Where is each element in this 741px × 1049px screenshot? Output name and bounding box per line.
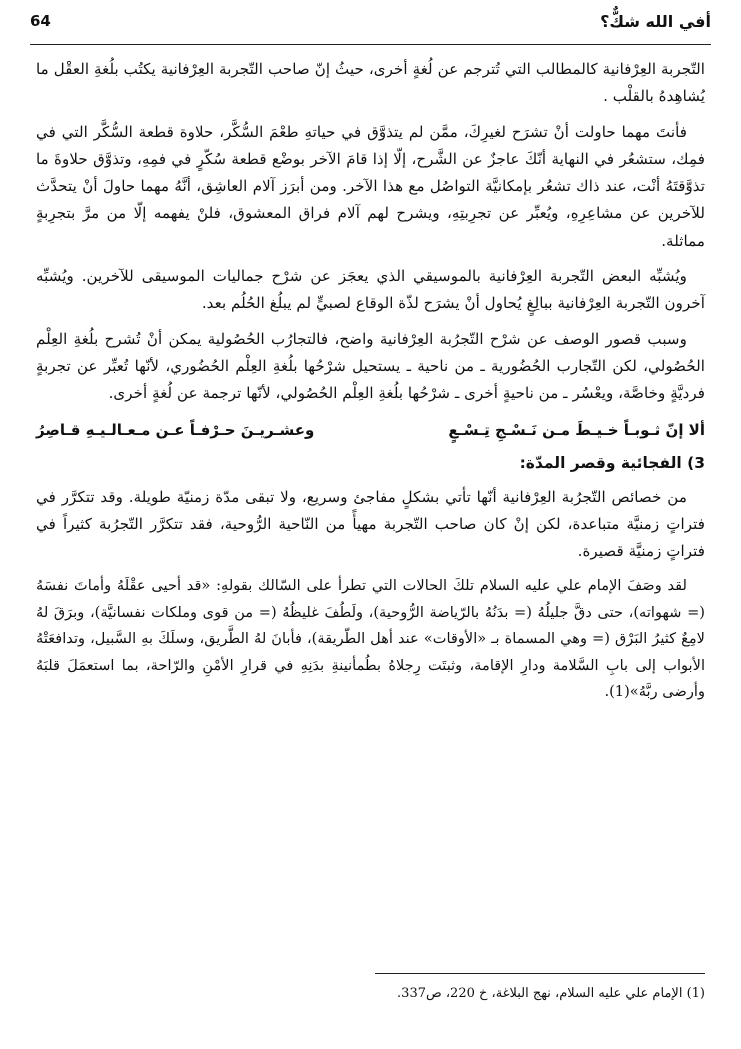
footnote-rule [375,973,705,974]
verse-first-hemistich: ألا إنّ ثـوبـاً خـيـطَ مـن نَـسْـجِ تِـسْـعٍ [448,420,705,439]
verse-second-hemistich: وعشـريـنَ حـرْفـاً عـن مـعـالـيـهِ قـاصِرُ [36,420,315,439]
paragraph-2: فأنتَ مهما حاولت أنْ تشرَح لغيرِكَ، ممَّن لم يتذوَّق في حياتهِ طعْمَ السُّكَّر، حلاوة قطعة السُّكَّر التي في فمِك، ستشعُر في النهاية أنّكَ عاجزٌ عن الشَّرح، إلّا إذا قامَ الآخر بوضْع قطعة سُكّرٍ في فمِهِ، وتذوَّق حلاوةَ ما تذوَّقتَهُ أنْت، عند ذاك تشعُر بإمكانيَّة التواصُل مع هذا الآخر. ومن أبرَز آلام العاشِق، أنَّهُ مهما حاولَ أنْ يتحدَّث للآخرين عن مشاعِرِهِ، ويُعبِّر عن تجرِبتِهِ، ويشرح لهم آلام فراق المعشوق، فلنْ يفهمه إلّا من مرَّ بتجرِبةٍ مماثلة. [36,122,705,250]
paragraph-4: وسبب قصور الوصف عن شرْح التّجرُبة العِرْفانية واضح، فالتجارُب الحُصُولية يمكن أنْ تُشرح بلُغةِ العِلْم الحُصُولي، لكن التّجارب الحُضُورية ـ من ناحية ـ يستحيل شرْحُها بلُغةِ العِلْم الحُضُوري، لأنّها تُعبِّر عن تجربةٍ فرديَّةٍ وخاصَّة، ويعْسُر ـ من ناحيةٍ أخرى ـ شرْحُها بلُغةِ العِلْم الحُصُولي، لأنّها ترجمة عن لُغةٍ أخرى. [36,329,705,403]
paragraph-1: التّجربة العِرْفانية كالمطالب التي تُترجم عن لُغةٍ أخرى، حيثُ إنّ صاحب التّجربة العِرْفانية يكتُب بلُغةِ العقْل ما يُشاهِدهُ بالقلْب . [36,60,705,106]
header-rule [30,44,711,45]
footnote: (1) الإمام علي عليه السلام، نهج البلاغة، خ 220، ص337. [397,986,705,1001]
page-number: 64 [30,12,51,30]
paragraph-3: ويُشبِّه البعض التّجربة العِرْفانية بالموسيقي الذي يعجَز عن شرْح جماليات الموسيقى للآخرين. ويُشبِّه آخرون التّجربة العِرْفانية ببالِغٍ يُحاول أنْ يشرَح لذّة الوقاع لصبيٍّ لم يبلُغ الحُلُم بعد. [36,267,705,313]
page-body [36,56,705,714]
poetry-verse [36,416,705,444]
paragraph-6-quote: لقد وصَفَ الإمام علي عليه السلام تلكَ الحالات التي تطرأ على السّالك بقولهِ: «قد أحيى عقْلَهُ وأماتَ نفسَهُ (= شهواته)، حتى دقَّ جليلُهُ (= بدَنُهُ بالرّياضة الرُّوحية)، ولَطُفَ غليظُهُ (= من قوى وملكات نفسانيَّة)، وبرَقَ لهُ لامِعٌ كثيرُ البَرْق (= وهي المسماة بـ «الأوقات» عند أهل الطّريقة)، فأبانَ لهُ الطَّريق، وسلَكَ بهِ السَّبيل، وتدافعَتْهُ الأبواب إلى بابِ السَّلامة ودارِ الإقامة، وثبتَت رِجلاهُ بطُمأنينةِ بدَنِهِ في قرارِ الأمْنِ والرّاحة، بما استعمَلَ قلبَهُ وأرضى ربَّهُ»(1). [36,577,705,701]
running-title: أفي الله شكٌّ؟ [600,12,711,31]
running-header [30,12,711,38]
paragraph-5: من خصائص التّجرُبة العِرْفانية أنّها تأتي بشكلٍ مفاجئ وسريع، ولا تبقى مدّة زمنيّة طويلة. وقد تتكرَّر في فتراتٍ زمنيَّة متباعدة، لكن إنْ كان صاحب التّجربة مهيأً من النّاحية الرُّوحية، فقد تتكرَّر التّجرُبة كثيراً في فتراتٍ زمنيَّة قصيرة. [36,487,705,561]
section-heading: 3) الفجائية وقصر المدّة: [519,453,705,472]
